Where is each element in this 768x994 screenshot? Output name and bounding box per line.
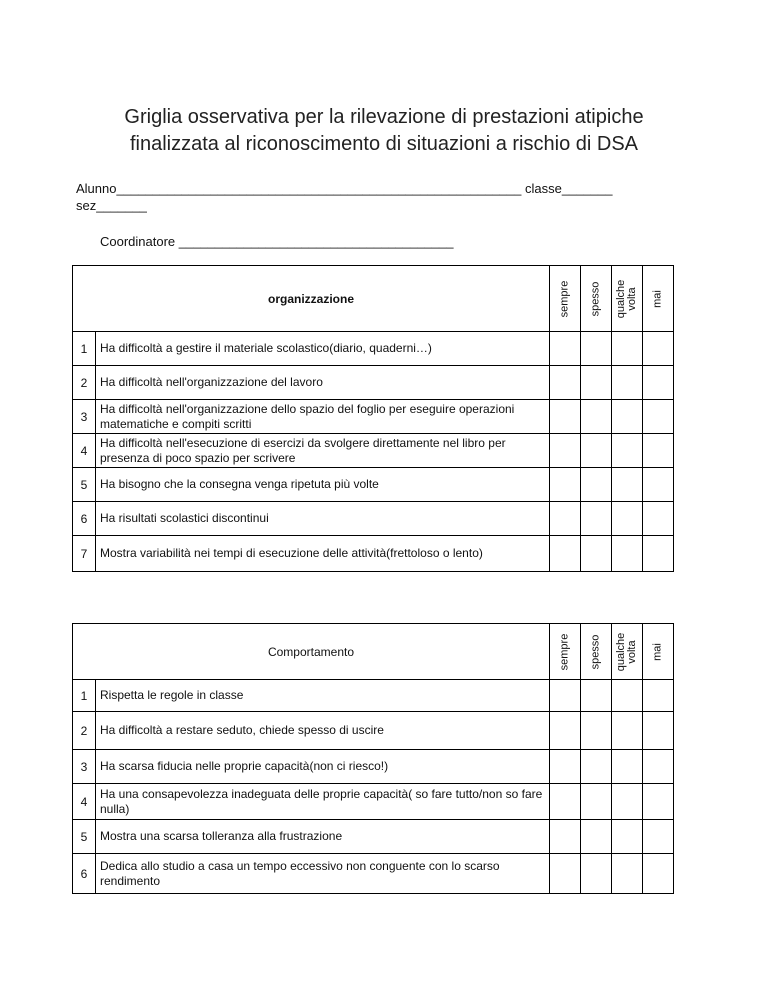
table-row xyxy=(73,820,674,854)
item-number: 6 xyxy=(73,854,96,894)
frequency-header xyxy=(550,624,581,680)
mark-cell-qualche-volta[interactable] xyxy=(612,536,643,572)
mark-cell-mai[interactable] xyxy=(643,502,674,536)
mark-cell-spesso[interactable] xyxy=(581,854,612,894)
item-text: Ha difficoltà nell'organizzazione dello spazio del foglio per eseguire operazioni matematiche e compiti scritti xyxy=(96,400,550,434)
frequency-label: sempre xyxy=(558,280,571,317)
mark-cell-sempre[interactable] xyxy=(550,468,581,502)
mark-cell-sempre[interactable] xyxy=(550,750,581,784)
table-row xyxy=(73,750,674,784)
frequency-header xyxy=(581,266,612,332)
mark-cell-mai[interactable] xyxy=(643,468,674,502)
mark-cell-spesso[interactable] xyxy=(581,434,612,468)
frequency-label: mai xyxy=(651,289,664,308)
frequency-header xyxy=(643,266,674,332)
item-number: 4 xyxy=(73,784,96,820)
mark-cell-qualche-volta[interactable] xyxy=(612,502,643,536)
header-row xyxy=(73,266,674,332)
table-row xyxy=(73,434,674,468)
mark-cell-qualche-volta[interactable] xyxy=(612,712,643,750)
mark-cell-qualche-volta[interactable] xyxy=(612,366,643,400)
mark-cell-mai[interactable] xyxy=(643,820,674,854)
item-text: Ha difficoltà a restare seduto, chiede spesso di uscire xyxy=(96,712,550,750)
mark-cell-sempre[interactable] xyxy=(550,366,581,400)
mark-cell-sempre[interactable] xyxy=(550,502,581,536)
mark-cell-spesso[interactable] xyxy=(581,366,612,400)
item-text: Ha una consapevolezza inadeguata delle proprie capacità( so fare tutto/non so fare nulla) xyxy=(96,784,550,820)
item-text: Mostra variabilità nei tempi di esecuzione delle attività(frettoloso o lento) xyxy=(96,536,550,572)
mark-cell-mai[interactable] xyxy=(643,332,674,366)
mark-cell-mai[interactable] xyxy=(643,784,674,820)
mark-cell-qualche-volta[interactable] xyxy=(612,400,643,434)
frequency-label: qualche volta xyxy=(615,279,638,318)
mark-cell-spesso[interactable] xyxy=(581,784,612,820)
mark-cell-mai[interactable] xyxy=(643,750,674,784)
table-row xyxy=(73,854,674,894)
title-line-1: Griglia osservativa per la rilevazione di prestazioni atipiche xyxy=(124,106,644,128)
item-number: 1 xyxy=(73,680,96,712)
alunno-field[interactable]: Alunno________________________________________________________ classe_______ xyxy=(76,181,613,196)
section-heading: Comportamento xyxy=(73,624,550,680)
mark-cell-sempre[interactable] xyxy=(550,680,581,712)
frequency-label: sempre xyxy=(558,633,571,670)
item-text: Ha scarsa fiducia nelle proprie capacità(non ci riesco!) xyxy=(96,750,550,784)
item-number: 7 xyxy=(73,536,96,572)
item-number: 2 xyxy=(73,366,96,400)
item-number: 5 xyxy=(73,468,96,502)
frequency-header xyxy=(612,266,643,332)
item-text: Ha difficoltà a gestire il materiale scolastico(diario, quaderni…) xyxy=(96,332,550,366)
mark-cell-sempre[interactable] xyxy=(550,854,581,894)
mark-cell-spesso[interactable] xyxy=(581,750,612,784)
mark-cell-qualche-volta[interactable] xyxy=(612,854,643,894)
item-text: Ha difficoltà nell'esecuzione di esercizi da svolgere direttamente nel libro per presenza di poco spazio per scrivere xyxy=(96,434,550,468)
mark-cell-mai[interactable] xyxy=(643,712,674,750)
table-row xyxy=(73,400,674,434)
mark-cell-qualche-volta[interactable] xyxy=(612,332,643,366)
mark-cell-sempre[interactable] xyxy=(550,400,581,434)
mark-cell-qualche-volta[interactable] xyxy=(612,750,643,784)
mark-cell-mai[interactable] xyxy=(643,536,674,572)
mark-cell-sempre[interactable] xyxy=(550,332,581,366)
mark-cell-mai[interactable] xyxy=(643,366,674,400)
table-row xyxy=(73,712,674,750)
frequency-header xyxy=(581,624,612,680)
frequency-label: spesso xyxy=(589,634,602,669)
header-row xyxy=(73,624,674,680)
mark-cell-spesso[interactable] xyxy=(581,680,612,712)
page-title xyxy=(0,104,768,158)
frequency-label: mai xyxy=(651,642,664,661)
item-text: Ha risultati scolastici discontinui xyxy=(96,502,550,536)
item-number: 3 xyxy=(73,750,96,784)
mark-cell-mai[interactable] xyxy=(643,434,674,468)
frequency-header xyxy=(550,266,581,332)
coordinatore-field[interactable]: Coordinatore ______________________________________ xyxy=(100,234,454,249)
mark-cell-sempre[interactable] xyxy=(550,712,581,750)
mark-cell-spesso[interactable] xyxy=(581,502,612,536)
table-row xyxy=(73,502,674,536)
mark-cell-qualche-volta[interactable] xyxy=(612,468,643,502)
item-text: Ha difficoltà nell'organizzazione del lavoro xyxy=(96,366,550,400)
frequency-header xyxy=(643,624,674,680)
mark-cell-spesso[interactable] xyxy=(581,536,612,572)
item-text: Mostra una scarsa tolleranza alla frustrazione xyxy=(96,820,550,854)
mark-cell-mai[interactable] xyxy=(643,400,674,434)
mark-cell-spesso[interactable] xyxy=(581,332,612,366)
item-number: 1 xyxy=(73,332,96,366)
mark-cell-spesso[interactable] xyxy=(581,400,612,434)
mark-cell-sempre[interactable] xyxy=(550,536,581,572)
frequency-label: spesso xyxy=(589,281,602,316)
frequency-header xyxy=(612,624,643,680)
item-text: Rispetta le regole in classe xyxy=(96,680,550,712)
mark-cell-qualche-volta[interactable] xyxy=(612,820,643,854)
mark-cell-spesso[interactable] xyxy=(581,712,612,750)
comportamento-table xyxy=(72,623,674,894)
table-row xyxy=(73,536,674,572)
table-row xyxy=(73,332,674,366)
table-row xyxy=(73,680,674,712)
mark-cell-mai[interactable] xyxy=(643,680,674,712)
item-text: Ha bisogno che la consegna venga ripetuta più volte xyxy=(96,468,550,502)
mark-cell-qualche-volta[interactable] xyxy=(612,434,643,468)
mark-cell-qualche-volta[interactable] xyxy=(612,680,643,712)
table-row xyxy=(73,468,674,502)
item-number: 4 xyxy=(73,434,96,468)
mark-cell-mai[interactable] xyxy=(643,854,674,894)
mark-cell-sempre[interactable] xyxy=(550,434,581,468)
frequency-label: qualche volta xyxy=(615,632,638,671)
mark-cell-sempre[interactable] xyxy=(550,820,581,854)
mark-cell-spesso[interactable] xyxy=(581,468,612,502)
mark-cell-sempre[interactable] xyxy=(550,784,581,820)
item-number: 5 xyxy=(73,820,96,854)
table-row xyxy=(73,784,674,820)
item-number: 2 xyxy=(73,712,96,750)
mark-cell-qualche-volta[interactable] xyxy=(612,784,643,820)
item-text: Dedica allo studio a casa un tempo eccessivo non conguente con lo scarso rendimento xyxy=(96,854,550,894)
section-heading: organizzazione xyxy=(73,266,550,332)
item-number: 6 xyxy=(73,502,96,536)
table-row xyxy=(73,366,674,400)
mark-cell-spesso[interactable] xyxy=(581,820,612,854)
organizzazione-table xyxy=(72,265,674,572)
sez-field[interactable]: sez_______ xyxy=(76,198,147,213)
item-number: 3 xyxy=(73,400,96,434)
title-line-2: finalizzata al riconoscimento di situazioni a rischio di DSA xyxy=(129,133,638,155)
